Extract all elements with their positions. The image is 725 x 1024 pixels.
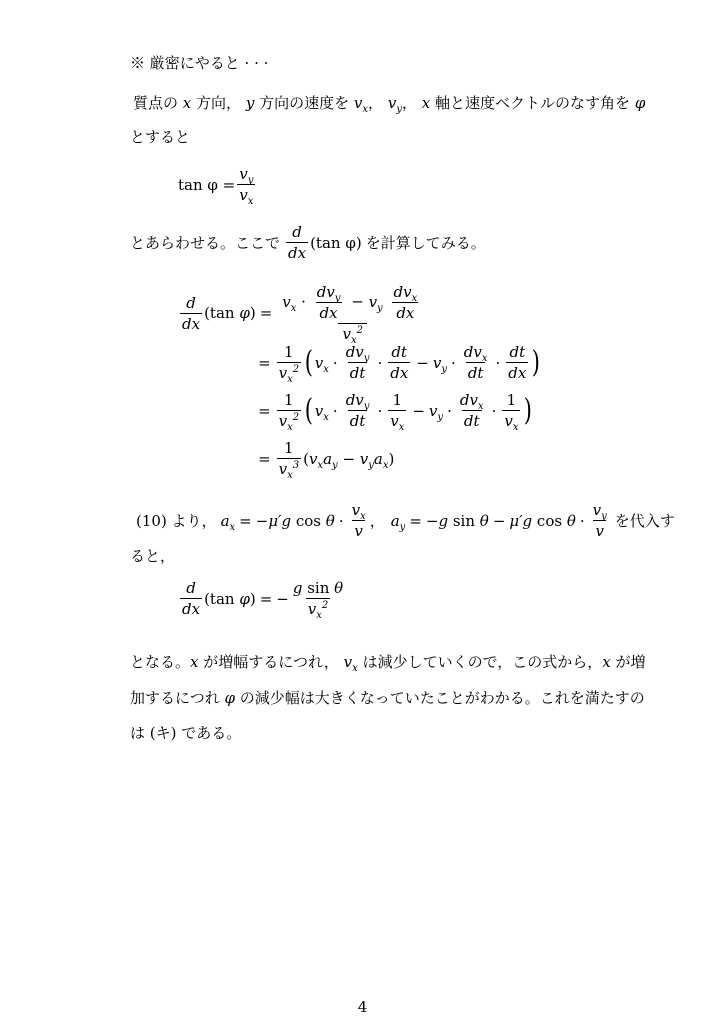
paragraph-3-line-2: ると， [130, 547, 176, 565]
equation-tan-phi: tan φ = $\frac{v_y}{v_x}$ [178, 165, 254, 207]
derivation-line-1: $\frac{d}{dx}$ (tan φ) = $v_x$ · $\frac{dv_y}{dx}$ − $v_y$ $\frac{dv_x}{dx}$ $v_x^2$ [182, 283, 418, 346]
paragraph-4-line-2: 加するにつれ φ の減少幅は大きくなっていたことがわかる。これを満たすの [130, 689, 645, 707]
paragraph-4-line-3: は (キ) である。 [130, 724, 242, 742]
section-heading: ※ 厳密にやると · · · [130, 54, 269, 72]
page-number: 4 [357, 998, 368, 1016]
paragraph-1-line-1: 質点の x 方向， y 方向の速度を $v_x$， $v_y$， x 軸と速度ベクトルのなす角を φ [133, 94, 646, 115]
derivation-line-3: = $\frac{1}{v_x^2}$ ( $v_x$ · $\frac{dv_y}{dt}$ · $\frac{1}{v_x}$ − $v_y$ · $\frac{dv_x}{dt}$ · $\frac{1}{v_x}$ ) [258, 391, 533, 433]
equation-result: $\frac{d}{dx}$ (tan φ) = − $\frac{\text{g sin θ}}{v_x^2}$ [182, 579, 344, 621]
derivation-line-2: = $\frac{1}{v_x^2}$ ( $v_x$ · $\frac{dv_y}{dt}$ · $\frac{dt}{dx}$ − $v_y$ · $\frac{dv_x}{dt}$ · $\frac{dt}{dx}$ ) [258, 343, 541, 385]
paragraph-1-line-2: とすると [130, 128, 191, 146]
derivation-line-4: = $\frac{1}{v_x^3}$ $(v_xa_y - v_ya_x)$ [258, 439, 395, 481]
paragraph-4-line-1: となる。x が増幅するにつれ， $v_x$ は減少していくので，この式から，x が増 [130, 653, 646, 674]
paragraph-2: とあらわせる。ここで $\frac{d}{dx}$ (tan φ) を計算してみる。 [130, 223, 486, 262]
paragraph-3-line-1: (10) より， $a_x$ = −μ′g cos θ · $\frac{v_x}{v}$ ， $a_y$ = −g sin θ − μ′g cos θ · $\frac{v_y}{v}$ を代入す [136, 501, 675, 540]
